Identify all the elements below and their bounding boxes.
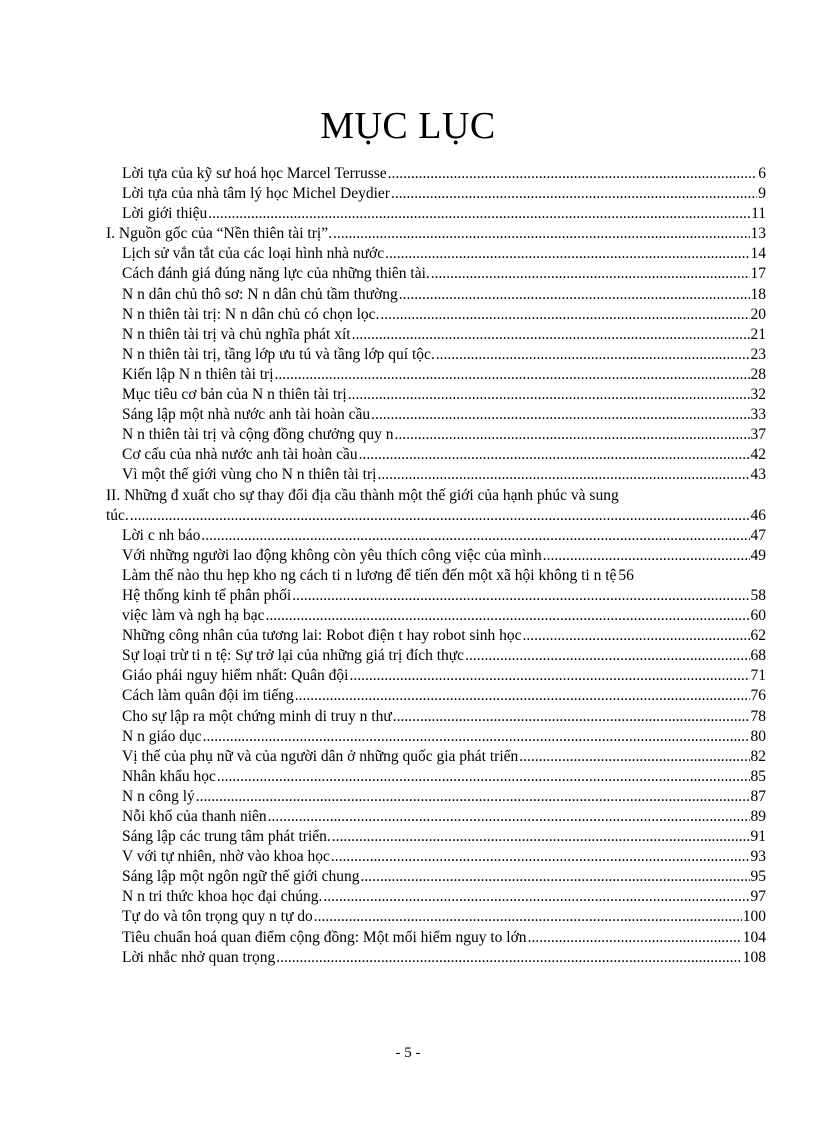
- toc-entry-page: 37: [750, 426, 766, 444]
- toc-entry: [106, 767, 766, 787]
- toc-entry: [106, 867, 766, 887]
- toc-entry: [106, 325, 766, 345]
- toc-entry-title: Vì một thế giới vùng cho N n thiên tài trị: [122, 466, 377, 484]
- toc-leader-dots: [348, 385, 750, 405]
- toc-entry-page: 60: [750, 607, 766, 625]
- toc-entry-page: 42: [750, 446, 766, 464]
- toc-leader-dots: [523, 626, 750, 646]
- toc-entry-page: 95: [750, 868, 766, 886]
- toc-entry-title: Làm thế nào thu hẹp kho ng cách ti n lương để tiến đến một xã hội không ti n tệ: [122, 566, 617, 584]
- toc-entry: [106, 707, 766, 727]
- toc-entry-title: II. Những đ xuất cho sự thay đổi địa cầu thành một thế giới của hạnh phúc và sung: [106, 486, 619, 504]
- toc-entry: [106, 747, 766, 767]
- toc-leader-dots: [276, 948, 741, 968]
- toc-leader-dots: [393, 707, 750, 727]
- toc-entry-page: 21: [750, 325, 766, 343]
- toc-entry-page: 93: [750, 848, 766, 866]
- toc-entry: [106, 305, 766, 325]
- toc-entry-title: N n tri thức khoa học đại chúng.: [122, 888, 323, 906]
- toc-leader-dots: [323, 887, 749, 907]
- toc-entry-title: Lời tựa của kỹ sư hoá học Marcel Terrusse: [122, 165, 387, 182]
- toc-leader-dots: [201, 526, 749, 546]
- toc-leader-dots: [349, 666, 749, 686]
- toc-entry-title: Sáng lập một nhà nước anh tài hoàn cầu: [122, 406, 371, 424]
- toc-entry-page: 23: [750, 345, 766, 363]
- toc-entry-page: 62: [750, 627, 766, 645]
- toc-entry-page: 6: [758, 165, 766, 182]
- toc-entry-title: Những công nhân của tương lai: Robot điện t hay robot sinh học: [122, 627, 522, 645]
- toc-entry-page: 46: [750, 506, 766, 524]
- toc-entry-title: N n thiên tài trị: N n dân chủ có chọn lọc.: [122, 305, 380, 323]
- toc-entry: [106, 345, 766, 365]
- toc-entry: [106, 606, 766, 626]
- toc-leader-dots: [275, 365, 750, 385]
- toc-entry-page: 108: [742, 948, 766, 966]
- toc-entry-title: Cách đánh giá đúng năng lực của những thiên tài.: [122, 265, 430, 283]
- toc-leader-dots: [528, 928, 742, 948]
- toc-leader-dots: [371, 405, 749, 425]
- toc-entry: [106, 465, 766, 485]
- toc-leader-dots: [380, 305, 749, 325]
- toc-leader-dots: [268, 807, 750, 827]
- page-title: MỤC LỤC: [320, 105, 496, 147]
- toc-leader-dots: [295, 686, 750, 706]
- toc-entry-page: 82: [750, 747, 766, 765]
- toc-entry: [106, 385, 766, 405]
- toc-leader-dots: [332, 827, 750, 847]
- toc-entry: [106, 164, 766, 184]
- toc-entry: [106, 526, 766, 546]
- toc-entry-title: Sáng lập các trung tâm phát triển.: [122, 828, 331, 846]
- toc-entry-page: 104: [742, 928, 766, 946]
- page-number: - 5 -: [395, 1045, 421, 1061]
- toc-entry: [106, 566, 766, 586]
- toc-entry-title: Lời giới thiệu: [122, 205, 208, 223]
- toc-entry-title: Lời c nh báo: [122, 526, 201, 544]
- toc-entry: [106, 244, 766, 264]
- toc-entry: [106, 285, 766, 305]
- toc-entry-title: N n công lý: [122, 787, 195, 805]
- toc-entry-page: 33: [750, 406, 766, 424]
- toc-entry-page: 76: [750, 687, 766, 705]
- toc-leader-dots: [360, 867, 749, 887]
- toc-entry-page: 87: [750, 787, 766, 805]
- toc-entry-title: N n dân chủ thô sơ: N n dân chủ tầm thường: [122, 285, 398, 303]
- toc-leader-dots: [331, 847, 750, 867]
- toc-entry: [106, 626, 766, 646]
- toc-entry: [106, 686, 766, 706]
- toc-entry: [106, 204, 766, 224]
- toc-leader-dots: [265, 606, 749, 626]
- toc-entry-page: 91: [750, 828, 766, 846]
- toc-entry: [106, 666, 766, 686]
- toc-leader-dots: [352, 325, 750, 345]
- toc-leader-dots: [196, 787, 750, 807]
- toc-entry-title: việc làm và ngh hạ bạc: [122, 607, 265, 625]
- toc-leader-dots: [543, 546, 750, 566]
- toc-leader-dots: [385, 244, 749, 264]
- toc-leader-dots: [292, 586, 749, 606]
- toc-leader-dots: [394, 425, 749, 445]
- toc-entry-title: Vị thế của phụ nữ và của người dân ở những quốc gia phát triển: [122, 747, 519, 765]
- toc-leader-dots: [431, 264, 750, 284]
- toc-entry-title: Cách làm quân đội im tiếng: [122, 687, 294, 705]
- toc-entry-title: I. Nguồn gốc của “Nền thiên tài trị”.: [106, 225, 332, 243]
- toc-entry-page: 58: [750, 586, 766, 604]
- toc-entry-page: 68: [750, 647, 766, 665]
- toc-entry-page: 11: [751, 205, 766, 223]
- toc-entry-page: 80: [750, 727, 766, 745]
- toc-entry: [106, 787, 766, 807]
- toc-entry-page: 14: [750, 245, 766, 263]
- toc-entry-title: Sáng lập một ngôn ngữ thế giới chung: [122, 868, 360, 886]
- toc-entry-page: 97: [750, 888, 766, 906]
- toc-entry-page: 17: [750, 265, 766, 283]
- toc-entry-title: Lời tựa của nhà tâm lý học Michel Deydier: [122, 185, 390, 203]
- toc-entry-title: N n giáo dục: [122, 727, 202, 745]
- toc-entry-title: Tự do và tôn trọng quy n tự do: [122, 908, 313, 926]
- toc-entry-title: Giáo phái nguy hiểm nhất: Quân đội: [122, 667, 349, 685]
- toc-entry-title: Lịch sử vắn tắt của các loại hình nhà nước: [122, 245, 385, 263]
- toc-entry-page: 13: [750, 225, 766, 243]
- toc-leader-dots: [130, 506, 750, 526]
- toc-entry: [106, 586, 766, 606]
- toc-leader-dots: [399, 285, 750, 305]
- toc-leader-dots: [203, 727, 750, 747]
- toc-entry-page: 56: [618, 566, 634, 584]
- toc-entry: [106, 646, 766, 666]
- toc-leader-dots: [377, 465, 749, 485]
- toc-entry-title: Cho sự lập ra một chứng minh di truy n thư: [122, 707, 392, 725]
- toc-entry: [106, 425, 766, 445]
- toc-entry-title: N n thiên tài trị, tầng lớp ưu tú và tầng lớp quí tộc.: [122, 345, 435, 363]
- toc-leader-dots: [314, 907, 742, 927]
- table-of-contents: [106, 164, 766, 968]
- toc-leader-dots: [436, 345, 750, 365]
- toc-entry-page: 100: [742, 908, 766, 926]
- toc-leader-dots: [388, 164, 758, 184]
- toc-entry: [106, 224, 766, 244]
- toc-entry: [106, 184, 766, 204]
- toc-entry-title: Cơ cấu của nhà nước anh tài hoàn cầu: [122, 446, 358, 464]
- toc-entry-page: 32: [750, 386, 766, 404]
- toc-entry: [106, 365, 766, 385]
- toc-entry-title: Tiêu chuẩn hoá quan điểm cộng đồng: Một mối hiểm nguy to lớn: [122, 928, 527, 946]
- toc-entry-title: Với những người lao động không còn yêu thích công việc của mình: [122, 546, 542, 564]
- toc-leader-dots: [217, 767, 750, 787]
- toc-entry: [106, 847, 766, 867]
- toc-entry-page: 43: [750, 466, 766, 484]
- toc-leader-dots: [391, 184, 757, 204]
- toc-entry-page: 89: [750, 808, 766, 825]
- toc-entry: [106, 887, 766, 907]
- toc-entry: [106, 405, 766, 425]
- toc-entry-title: Nỗi khổ của thanh niên: [122, 808, 267, 825]
- toc-entry: [106, 264, 766, 284]
- toc-entry-page: 47: [750, 526, 766, 544]
- toc-entry-title: V với tự nhiên, nhờ vào khoa học: [122, 848, 330, 866]
- toc-entry-title: Hệ thống kinh tế phân phối: [122, 586, 292, 604]
- toc-entry: [106, 546, 766, 566]
- toc-entry-title: N n thiên tài trị và chủ nghĩa phát xít: [122, 325, 351, 343]
- toc-leader-dots: [208, 204, 750, 224]
- toc-entry-title: túc.: [106, 506, 129, 524]
- toc-entry-title: Mục tiêu cơ bản của N n thiên tài trị: [122, 386, 347, 404]
- toc-entry: [106, 486, 766, 506]
- toc-entry: [106, 907, 766, 927]
- toc-entry: [106, 827, 766, 847]
- toc-entry-page: 71: [750, 667, 766, 685]
- toc-leader-dots: [333, 224, 750, 244]
- toc-entry-page: 78: [750, 707, 766, 725]
- toc-entry-title: Nhân khẩu học: [122, 767, 216, 785]
- toc-entry-title: N n thiên tài trị và cộng đồng chưởng quy n: [122, 426, 394, 444]
- toc-leader-dots: [519, 747, 749, 767]
- toc-entry: [106, 445, 766, 465]
- toc-entry: [106, 928, 766, 948]
- toc-leader-dots: [359, 445, 750, 465]
- toc-entry-title: Lời nhắc nhở quan trọng: [122, 948, 276, 966]
- toc-entry: [106, 727, 766, 747]
- toc-entry: [106, 807, 766, 827]
- toc-entry-title: Sự loại trừ ti n tệ: Sự trở lại của những giá trị đích thực: [122, 647, 465, 665]
- toc-entry-page: 18: [750, 285, 766, 303]
- toc-entry-title: Kiến lập N n thiên tài trị: [122, 365, 274, 383]
- toc-entry-page: 49: [750, 546, 766, 564]
- toc-leader-dots: [465, 646, 749, 666]
- toc-entry-page: 20: [750, 305, 766, 323]
- toc-entry: [106, 948, 766, 968]
- toc-entry: [106, 506, 766, 526]
- toc-entry-page: 85: [750, 767, 766, 785]
- toc-entry-page: 28: [750, 365, 766, 383]
- toc-entry-page: 9: [758, 185, 766, 203]
